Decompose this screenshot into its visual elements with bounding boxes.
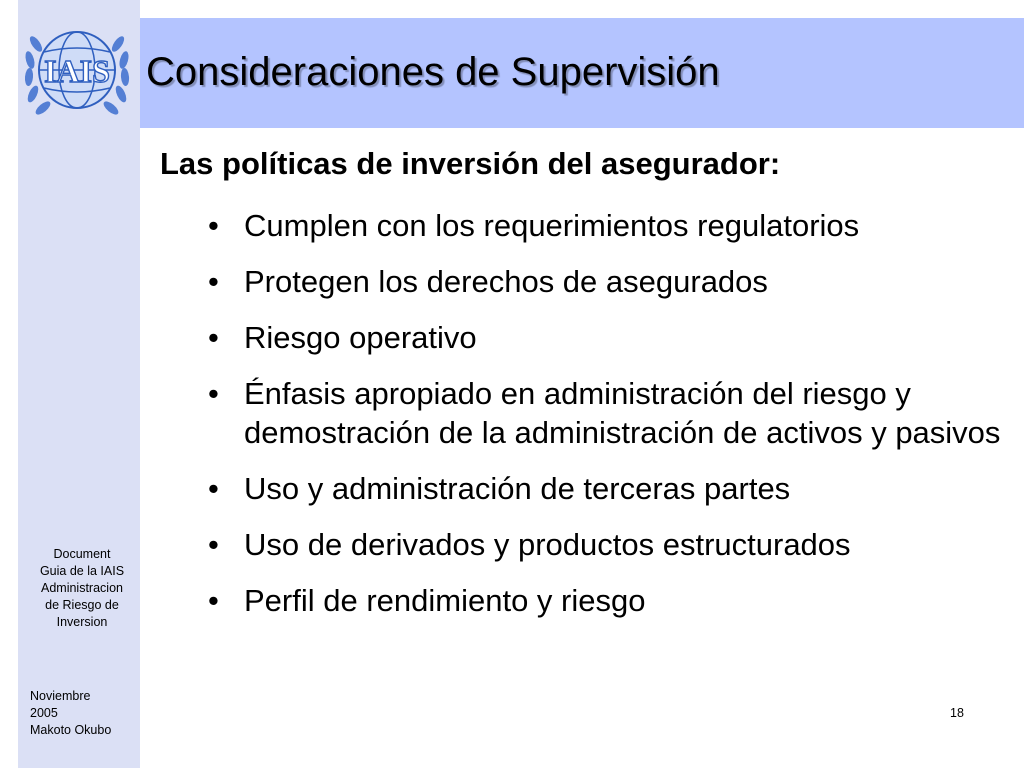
bullet-dot: • [208,527,219,562]
bullet-text: Uso de derivados y productos estructurados [244,527,851,562]
sidebar-doc-line: Document [53,547,111,561]
bullet-item [208,581,1008,620]
bullet-item [208,525,1008,564]
bullet-text: Uso y administración de terceras partes [244,471,791,506]
bullet-dot: • [208,264,219,299]
bullet-text: Énfasis apropiado en administración del riesgo y demostración de la administración de activos y pasivos [244,376,1001,450]
sidebar-doc-line: de Riesgo de [45,598,119,612]
sidebar-footer-line: 2005 [30,706,58,720]
bullet-list [208,206,1008,637]
bullet-text: Perfil de rendimiento y riesgo [244,583,646,618]
slide-title: Consideraciones de Supervisión [146,50,720,94]
sidebar-document-info [26,546,138,631]
bullet-dot: • [208,376,219,411]
sidebar-doc-line: Guia de la IAIS [39,564,125,578]
sidebar-doc-line: Inversion [56,615,108,629]
bullet-item [208,374,1008,452]
section-heading: Las políticas de inversión del asegurador: [160,146,781,181]
bullet-text: Protegen los derechos de asegurados [244,264,768,299]
sidebar-doc-line: Administracion [41,581,123,595]
bullet-text: Riesgo operativo [244,320,477,355]
bullet-dot: • [208,471,219,506]
iais-logo [22,14,132,126]
bullet-item [208,469,1008,508]
logo-text: IAIS [44,53,110,89]
bullet-text: Cumplen con los requerimientos regulatorios [244,208,860,243]
sidebar-footer-line: Noviembre [30,689,91,703]
sidebar-footer-line: Makoto Okubo [30,723,112,737]
bullet-item [208,206,1008,245]
sidebar-footer [30,688,140,739]
bullet-dot: • [208,320,219,355]
bullet-item [208,318,1008,357]
bullet-dot: • [208,208,219,243]
bullet-dot: • [208,583,219,618]
bullet-item [208,262,1008,301]
page-number: 18 [950,706,964,720]
